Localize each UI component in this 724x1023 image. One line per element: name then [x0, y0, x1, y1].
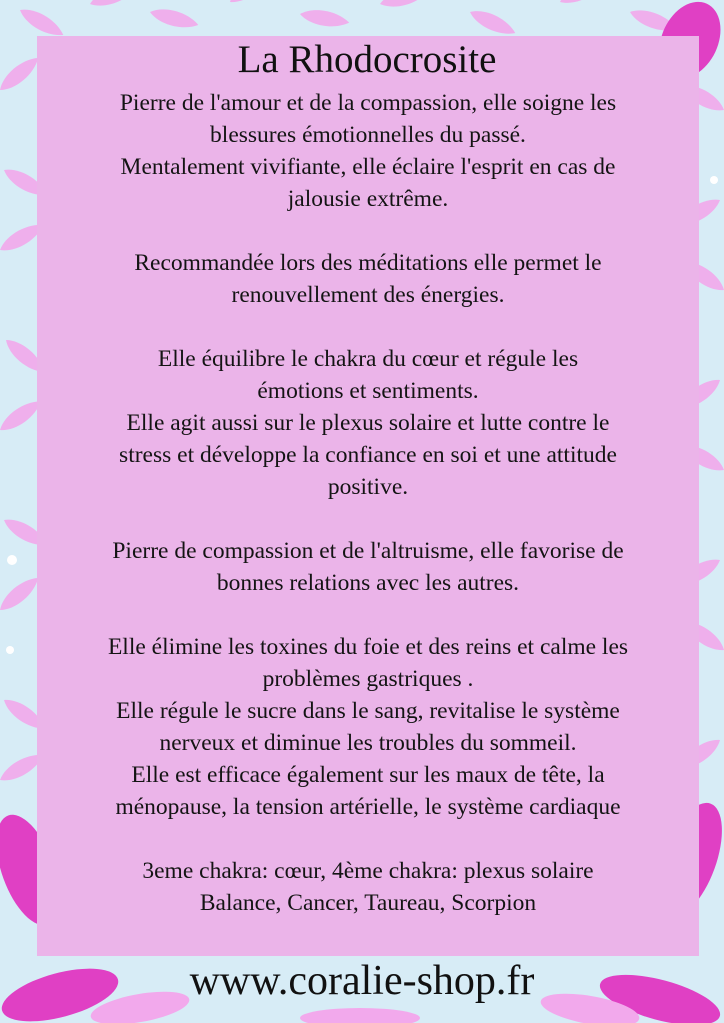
text-line: nerveux et diminue les troubles du sommeil. — [159, 730, 577, 756]
text-line: Elle agit aussi sur le plexus solaire et lutte contre le — [126, 410, 610, 436]
text-line: Recommandée lors des méditations elle permet le — [134, 250, 602, 276]
text-line: blessures émotionnelles du passé. — [210, 122, 526, 148]
text-line: bonnes relations avec les autres. — [216, 570, 520, 596]
text-line: ménopause, la tension artérielle, le système cardiaque — [115, 794, 621, 820]
text-line: problèmes gastriques . — [262, 666, 474, 692]
text-line: stress et développe la confiance en soi et une attitude — [119, 442, 617, 468]
text-line: jalousie extrême. — [287, 186, 449, 212]
text-line: Elle élimine les toxines du foie et des reins et calme les — [107, 634, 629, 660]
paragraph-gap — [42, 503, 694, 535]
paragraph-gap — [42, 215, 694, 247]
website-url: www.coralie-shop.fr — [189, 958, 535, 1004]
text-line: Elle est efficace également sur les maux de tête, la — [131, 762, 605, 788]
text-line: Mentalement vivifiante, elle éclaire l'esprit en cas de — [120, 154, 616, 180]
text-line: Elle équilibre le chakra du cœur et régule les — [157, 346, 579, 372]
text-line: Pierre de compassion et de l'altruisme, elle favorise de — [112, 538, 624, 564]
text-line: positive. — [327, 474, 409, 500]
paragraph-gap — [42, 599, 694, 631]
text-line: 3eme chakra: cœur, 4ème chakra: plexus solaire — [142, 858, 594, 884]
paragraph-gap — [42, 823, 694, 855]
text-line: Pierre de l'amour et de la compassion, elle soigne les — [119, 90, 617, 116]
paragraph-gap — [42, 311, 694, 343]
text-line: renouvellement des énergies. — [231, 282, 505, 308]
text-line: Balance, Cancer, Taureau, Scorpion — [199, 890, 537, 916]
page-title: La Rhodocrosite — [237, 38, 497, 81]
text-line: émotions et sentiments. — [257, 378, 479, 404]
description-text — [42, 87, 694, 919]
content-panel — [37, 36, 699, 956]
text-line: Elle régule le sucre dans le sang, revitalise le système — [116, 698, 620, 724]
